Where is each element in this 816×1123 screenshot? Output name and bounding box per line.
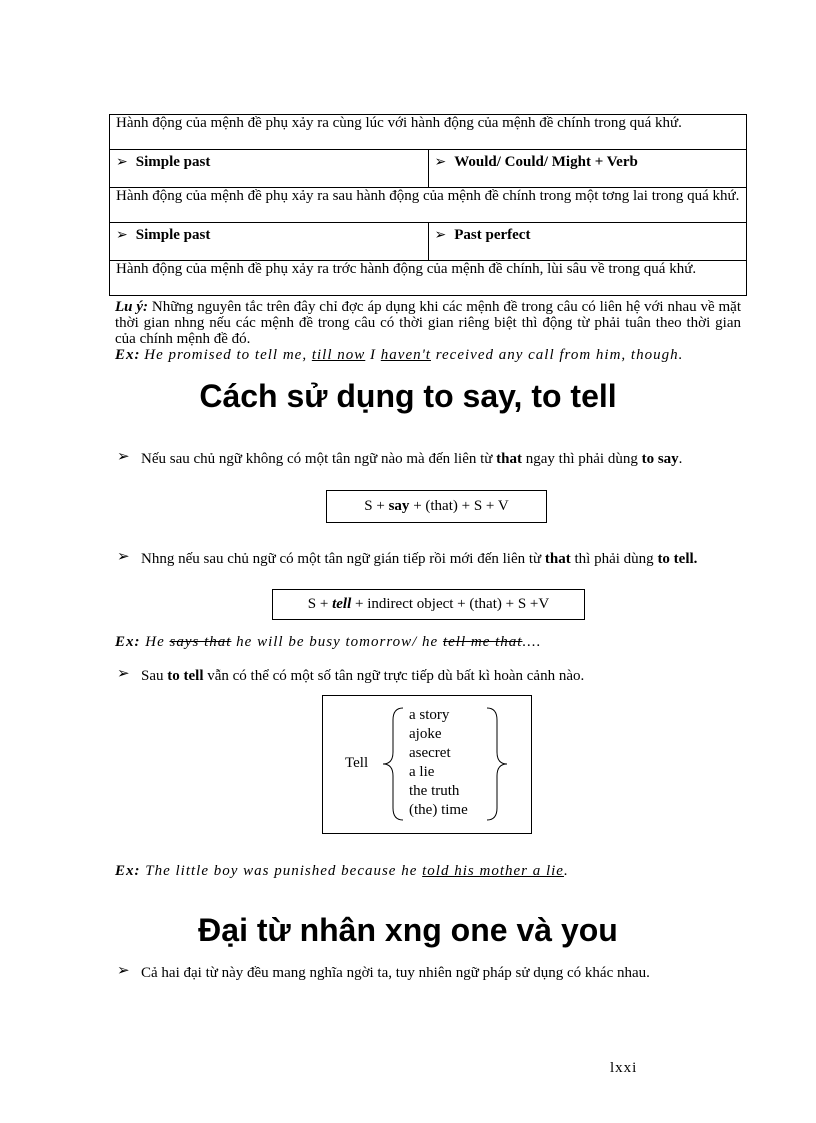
- section-heading: Đại từ nhân xng one và you: [198, 912, 618, 948]
- bullet-paragraph: ➢ Nhng nếu sau chủ ngữ có một tân ngữ gián tiếp rồi mới đến liên từ that thì phải dùng to tell.: [117, 549, 698, 567]
- bullet-paragraph: ➢ Cả hai đại từ này đều mang nghĩa ngời ta, tuy nhiên ngữ pháp sử dụng có khác nhau.: [117, 963, 650, 981]
- table-cell: [110, 223, 429, 261]
- table-cell: Hành động của mệnh đề phụ xảy ra trớc hành động của mệnh đề chính, lùi sâu về trong quá khứ.: [110, 261, 747, 296]
- list-item: asecret: [409, 745, 451, 761]
- list-item: a lie: [409, 764, 435, 780]
- tell-object-list: [409, 706, 468, 820]
- list-item: a story: [409, 707, 450, 723]
- example-text: He promised to tell me, till now I haven't received any call from him, though.: [144, 347, 684, 363]
- table-row: [110, 188, 747, 223]
- arrow-bullet-icon: ➢: [116, 228, 128, 243]
- example-label: Ex:: [115, 347, 141, 363]
- arrow-bullet-icon: ➢: [116, 155, 128, 170]
- tense-label: Simple past: [135, 154, 211, 170]
- arrow-bullet-icon: ➢: [117, 666, 130, 682]
- table-cell: Hành động của mệnh đề phụ xảy ra sau hành động của mệnh đề chính trong một tơng lai trong quá khứ.: [110, 188, 747, 223]
- arrow-bullet-icon: ➢: [434, 155, 447, 170]
- table-cell: [428, 150, 747, 188]
- tense-label: Would/ Could/ Might + Verb: [454, 154, 638, 170]
- table-cell: [110, 150, 429, 188]
- tell-word: Tell: [345, 755, 369, 771]
- list-item: ajoke: [409, 726, 442, 742]
- tell-objects-box: [322, 695, 532, 834]
- example-line: Ex: He says that he will be busy tomorrow/ he tell me that....: [115, 634, 542, 650]
- section-heading: Cách sử dụng to say, to tell: [199, 378, 617, 414]
- list-item: (the) time: [409, 802, 468, 818]
- page-number: lxxi: [610, 1060, 638, 1076]
- note-text: Những nguyên tắc trên đây chỉ đợc áp dụng khi các mệnh đề trong câu có liên hệ với nhau về mặt thời gian nhng nếu các mệnh đề trong câu có thời gian riêng biệt thì động từ phải tuân theo thời gian của chính mệnh đề đó.: [115, 299, 741, 347]
- arrow-bullet-icon: ➢: [117, 963, 130, 979]
- arrow-bullet-icon: ➢: [434, 228, 447, 243]
- example-line: Ex: The little boy was punished because he told his mother a lie.: [115, 863, 569, 879]
- tense-label: Simple past: [135, 227, 211, 243]
- table-row: [110, 261, 747, 296]
- bullet-paragraph: ➢ Sau to tell vẫn có thể có một số tân ngữ trực tiếp dù bất kì hoàn cảnh nào.: [117, 666, 585, 684]
- arrow-bullet-icon: ➢: [117, 549, 130, 565]
- table-row: [110, 115, 747, 150]
- list-item: the truth: [409, 783, 460, 799]
- formula-box: S + tell + indirect object + (that) + S +V: [272, 589, 585, 620]
- formula-box: S + say + (that) + S + V: [326, 490, 547, 523]
- note-label: Lu ý:: [115, 299, 149, 315]
- left-brace-icon: [381, 706, 407, 822]
- table-cell: Hành động của mệnh đề phụ xảy ra cùng lúc với hành động của mệnh đề chính trong quá khứ.: [110, 115, 747, 150]
- note-paragraph: [115, 299, 741, 363]
- right-brace-icon: [483, 706, 509, 822]
- tense-label: Past perfect: [454, 227, 531, 243]
- table-row: [110, 150, 747, 188]
- tense-table: [109, 114, 747, 296]
- table-cell: [428, 223, 747, 261]
- table-row: [110, 223, 747, 261]
- arrow-bullet-icon: ➢: [117, 449, 130, 465]
- bullet-paragraph: ➢ Nếu sau chủ ngữ không có một tân ngữ nào mà đến liên từ that ngay thì phải dùng to say.: [117, 449, 683, 467]
